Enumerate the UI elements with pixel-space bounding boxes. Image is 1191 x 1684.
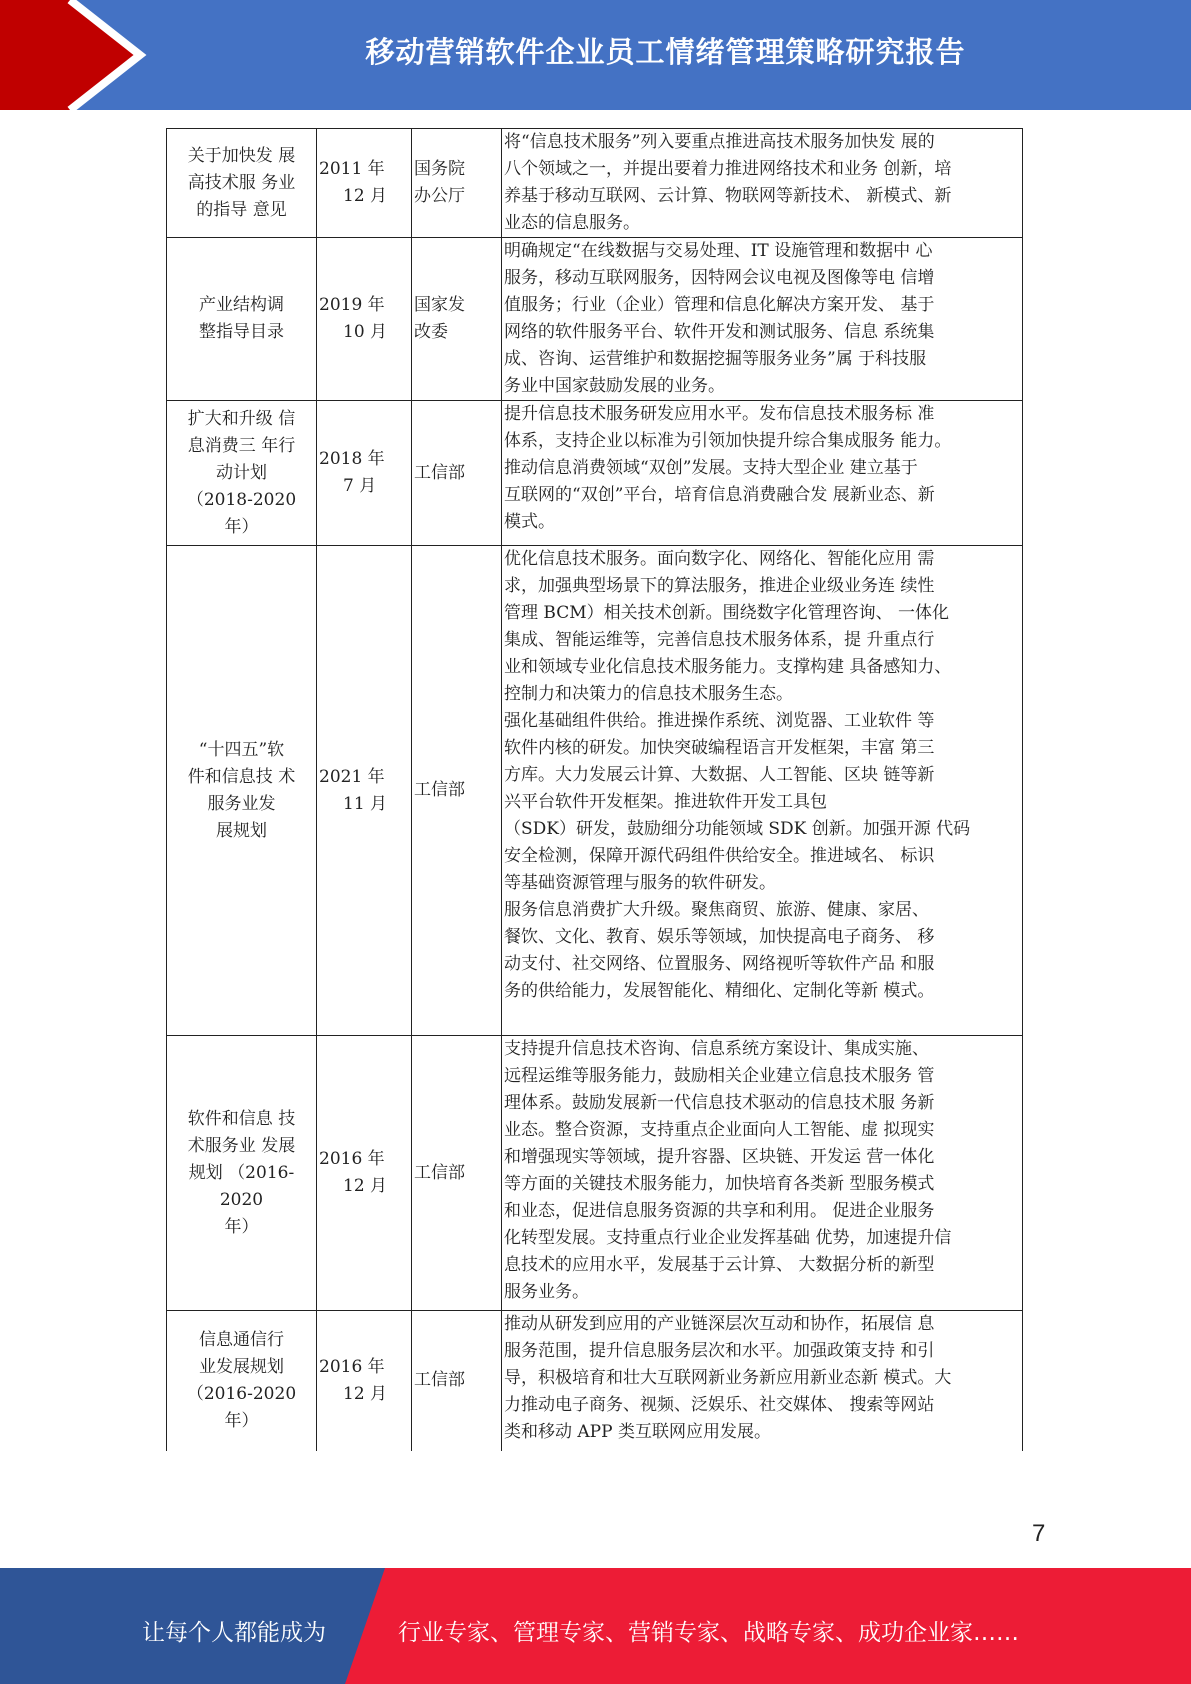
- policy-content-line: 业态的信息服务。: [504, 213, 640, 233]
- policy-name-line: 产业结构调: [199, 295, 284, 315]
- policy-content-line: 成、咨询、运营维护和数据挖掘等服务业务”属 于科技服: [504, 349, 927, 369]
- issue-date-line: 2018 年: [319, 449, 385, 469]
- policy-content-line: 业和领域专业化信息技术服务能力。支撑构建 具备感知力、: [504, 657, 952, 677]
- issue-date-line: 11 月: [343, 793, 388, 814]
- policy-name-line: 年）: [224, 1216, 259, 1237]
- policy-content-cell: [502, 238, 1023, 401]
- policy-content-line: 理体系。鼓励发展新一代信息技术驱动的信息技术服 务新: [504, 1093, 935, 1113]
- policy-name-cell: [167, 1036, 317, 1311]
- policy-name-line: 高技术服 务业: [187, 172, 296, 193]
- issuing-dept-line: 国家发: [414, 295, 465, 315]
- footer-slogan-right: 行业专家、管理专家、营销专家、战略专家、成功企业家……: [398, 1620, 1019, 1646]
- policy-content-line: 集成、智能运维等，完善信息技术服务体系，提 升重点行: [504, 630, 935, 650]
- footer-slogan-left: 让每个人都能成为: [142, 1620, 326, 1646]
- policy-content-line: 网络的软件服务平台、软件开发和测试服务、信息 系统集: [504, 322, 935, 342]
- table-row: [167, 401, 1023, 546]
- issuing-dept-line: 办公厅: [414, 186, 465, 206]
- issue-date-line: 10 月: [343, 322, 388, 342]
- issue-date-line: 2011 年: [319, 159, 385, 179]
- page-header: [0, 0, 1191, 110]
- table-row: [167, 546, 1023, 1036]
- policy-name-line: 动计划: [216, 462, 267, 483]
- issuing-dept-line: 工信部: [414, 1162, 465, 1183]
- policy-name-line: 2020: [219, 1189, 264, 1210]
- policy-content-line: 服务业务。: [504, 1282, 589, 1302]
- policy-content-line: 息技术的应用水平，发展基于云计算、 大数据分析的新型: [504, 1255, 935, 1275]
- policy-content-line: 服务，移动互联网服务，因特网会议电视及图像等电 信增: [504, 268, 935, 288]
- issue-date-line: 12 月: [343, 1383, 388, 1404]
- policy-content-line: 强化基础组件供给。推进操作系统、浏览器、工业软件 等: [504, 711, 935, 731]
- policy-content-line: 推动从研发到应用的产业链深层次互动和协作，拓展信 息: [504, 1314, 935, 1334]
- policy-name-line: 信息通信行: [199, 1329, 284, 1350]
- policy-name-line: 息消费三 年行: [187, 435, 296, 456]
- policy-content-line: 动支付、社交网络、位置服务、网络视听等软件产品 和服: [504, 954, 935, 974]
- policy-content-line: 明确规定“在线数据与交易处理、IT 设施管理和数据中 心: [504, 241, 933, 261]
- policy-content-cell: [502, 401, 1023, 546]
- issuing-dept-cell: [412, 546, 502, 1036]
- policy-content-cell: [502, 1311, 1023, 1451]
- policy-content-line: 服务信息消费扩大升级。聚焦商贸、旅游、健康、家居、: [504, 900, 929, 920]
- policy-content-line: 兴平台软件开发框架。推进软件开发工具包: [504, 792, 827, 812]
- policy-content-line: 支持提升信息技术咨询、信息系统方案设计、集成实施、: [504, 1039, 929, 1059]
- policy-content-line: （SDK）研发，鼓励细分功能领域 SDK 创新。加强开源 代码: [504, 819, 971, 839]
- policy-content-line: 类和移动 APP 类互联网应用发展。: [504, 1422, 771, 1442]
- issuing-dept-cell: [412, 1036, 502, 1311]
- table-row: [167, 1036, 1023, 1311]
- policy-name-cell: [167, 1311, 317, 1451]
- policy-content-line: 方库。大力发展云计算、大数据、人工智能、区块 链等新: [504, 765, 935, 785]
- table-row: [167, 1311, 1023, 1451]
- issue-date-cell: [317, 401, 412, 546]
- policy-content-line: 推动信息消费领域“双创”发展。支持大型企业 建立基于: [504, 458, 918, 478]
- policy-content-line: 八个领域之一，并提出要着力推进网络技术和业务 创新，培: [504, 159, 952, 179]
- policy-name-line: 术服务业 发展: [187, 1135, 296, 1156]
- policy-content-line: 值服务；行业（企业）管理和信息化解决方案开发、 基于: [504, 295, 935, 315]
- policy-content-line: 远程运维等服务能力，鼓励相关企业建立信息技术服务 管: [504, 1066, 935, 1086]
- policy-content-line: 餐饮、文化、教育、娱乐等领域，加快提高电子商务、 移: [504, 927, 935, 947]
- policy-name-line: 软件和信息 技: [187, 1108, 296, 1129]
- policy-name-line: 服务业发: [207, 793, 276, 814]
- policy-name-line: （2016-2020: [186, 1383, 297, 1404]
- policy-content-cell: [502, 1036, 1023, 1311]
- issue-date-line: 2016 年: [319, 1356, 385, 1377]
- policy-content-line: 等基础资源管理与服务的软件研发。: [504, 873, 776, 893]
- issuing-dept-line: 国务院: [414, 159, 465, 179]
- policy-content-line: 务的供给能力，发展智能化、精细化、定制化等新 模式。: [504, 981, 935, 1001]
- policy-table: [166, 128, 1023, 1451]
- table-row: [167, 238, 1023, 401]
- report-title: 移动营销软件企业员工情绪管理策略研究报告: [365, 35, 966, 69]
- policy-content-line: 管理 BCM）相关技术创新。围绕数字化管理咨询、 一体化: [504, 603, 950, 623]
- policy-name-line: 年）: [224, 1410, 259, 1431]
- policy-name-line: 规划 （2016-: [188, 1162, 295, 1183]
- issue-date-cell: [317, 1036, 412, 1311]
- policy-content-line: 模式。: [504, 512, 555, 532]
- policy-content-line: 等方面的关键技术服务能力，加快培育各类新 型服务模式: [504, 1174, 935, 1194]
- policy-content-line: 互联网的“双创”平台，培育信息消费融合发 展新业态、新: [504, 485, 935, 505]
- policy-name-cell: [167, 238, 317, 401]
- issuing-dept-cell: [412, 129, 502, 238]
- policy-name-cell: [167, 546, 317, 1036]
- issue-date-line: 12 月: [343, 1176, 388, 1196]
- issue-date-cell: [317, 129, 412, 238]
- issuing-dept-cell: [412, 238, 502, 401]
- policy-content-line: 提升信息技术服务研发应用水平。发布信息技术服务标 准: [504, 404, 935, 424]
- issuing-dept-line: 工信部: [414, 1370, 465, 1391]
- policy-content-cell: [502, 546, 1023, 1036]
- policy-content-line: 软件内核的研发。加快突破编程语言开发框架，丰富 第三: [504, 738, 935, 758]
- policy-name-line: “十四五”软: [198, 739, 285, 760]
- policy-content-line: 业态。整合资源，支持重点企业面向人工智能、虚 拟现实: [504, 1120, 935, 1140]
- policy-content-line: 和增强现实等领域，提升容器、区块链、开发运 营一体化: [504, 1147, 935, 1167]
- issue-date-line: 12 月: [343, 186, 388, 206]
- policy-content-line: 优化信息技术服务。面向数字化、网络化、智能化应用 需: [504, 549, 935, 569]
- policy-content-line: 化转型发展。支持重点行业企业发挥基础 优势，加速提升信: [504, 1228, 952, 1248]
- issuing-dept-line: 改委: [414, 322, 448, 342]
- issue-date-line: 7 月: [343, 476, 377, 496]
- policy-content-line: 将“信息技术服务”列入要重点推进高技术服务加快发 展的: [504, 132, 935, 152]
- policy-content-line: 导，积极培育和壮大互联网新业务新应用新业态新 模式。大: [504, 1368, 952, 1388]
- policy-name-line: 业发展规划: [199, 1356, 284, 1377]
- policy-name-cell: [167, 401, 317, 546]
- policy-content-line: 力推动电子商务、视频、泛娱乐、社交媒体、 搜索等网站: [504, 1395, 935, 1415]
- issuing-dept-cell: [412, 401, 502, 546]
- issue-date-line: 2019 年: [319, 295, 385, 315]
- issue-date-line: 2021 年: [319, 766, 385, 787]
- policy-name-line: 年）: [224, 516, 259, 537]
- policy-content-cell: [502, 129, 1023, 238]
- policy-content-line: 养基于移动互联网、云计算、物联网等新技术、 新模式、新: [504, 186, 952, 206]
- policy-name-line: 件和信息技 术: [187, 766, 296, 787]
- issuing-dept-cell: [412, 1311, 502, 1451]
- policy-content-line: 体系，支持企业以标准为引领加快提升综合集成服务 能力。: [504, 431, 952, 451]
- policy-content-line: 控制力和决策力的信息技术服务生态。: [504, 684, 793, 704]
- policy-name-line: 展规划: [216, 820, 267, 841]
- policy-content-line: 安全检测，保障开源代码组件供给安全。推进域名、 标识: [504, 846, 935, 866]
- policy-name-line: 扩大和升级 信: [187, 408, 296, 429]
- page-footer: [0, 1568, 1191, 1684]
- policy-name-line: （2018-2020: [186, 489, 297, 510]
- policy-name-line: 的指导 意见: [196, 199, 287, 220]
- page-number: 7: [1032, 1520, 1046, 1547]
- issuing-dept-line: 工信部: [414, 462, 465, 483]
- policy-content-line: 和业态，促进信息服务资源的共享和利用。 促进企业服务: [504, 1201, 935, 1221]
- issue-date-cell: [317, 546, 412, 1036]
- policy-name-line: 关于加快发 展: [187, 145, 296, 166]
- issue-date-line: 2016 年: [319, 1149, 385, 1169]
- issue-date-cell: [317, 1311, 412, 1451]
- policy-name-line: 整指导目录: [199, 322, 284, 342]
- table-row: [167, 129, 1023, 238]
- policy-content-line: 求，加强典型场景下的算法服务，推进企业级业务连 续性: [504, 576, 935, 596]
- policy-content-line: 务业中国家鼓励发展的业务。: [504, 376, 725, 396]
- policy-name-cell: [167, 129, 317, 238]
- policy-content-line: 服务范围，提升信息服务层次和水平。加强政策支持 和引: [504, 1341, 935, 1361]
- issue-date-cell: [317, 238, 412, 401]
- issuing-dept-line: 工信部: [414, 780, 465, 800]
